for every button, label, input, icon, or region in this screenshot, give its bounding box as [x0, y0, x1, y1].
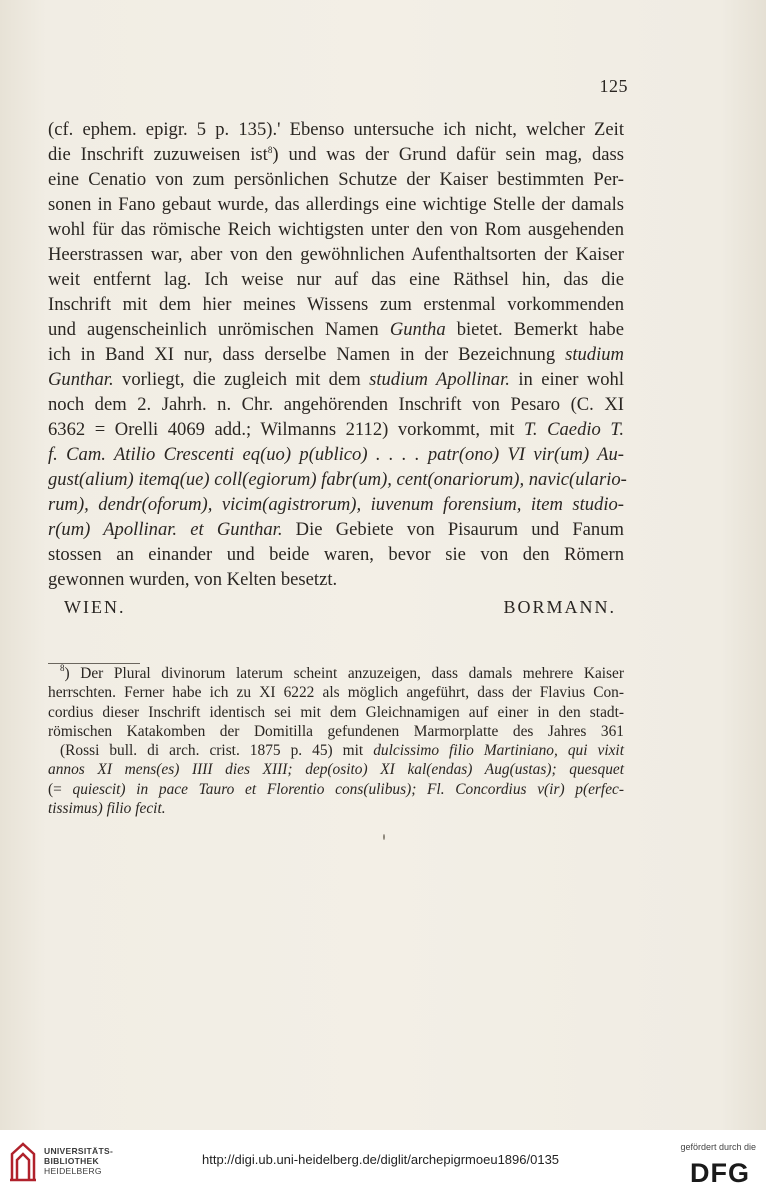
library-line-3: HEIDELBERG — [44, 1166, 102, 1176]
text-line: und augenscheinlich unrömischen Namen Guntha bietet. Bemerkt habe — [48, 319, 624, 340]
main-text-block — [48, 117, 627, 592]
page-number: 125 — [599, 76, 628, 96]
text-line: die Inschrift zuzuweisen ist$^8$) und was der Grund dafür sein mag, dass — [48, 144, 624, 165]
text-line: rum), dendr(oforum), vicim(agistrorum), iuvenum forensium, item studio- — [48, 494, 624, 515]
dfg-logo-text: DFG — [690, 1158, 750, 1186]
text-line: sonen in Fano gebaut wurde, das allerdings eine wichtige Stelle der damals — [48, 194, 624, 215]
text-line: eine Cenatio von zum persönlichen Schutze der Kaiser bestimmten Per- — [48, 169, 624, 190]
footnote-line: (= quiescit) in pace Tauro et Florentio cons(ulibus); Fl. Concordius v(ir) p(erfec- — [48, 780, 624, 798]
text-line: noch dem 2. Jahrh. n. Chr. angehörenden Inschrift von Pesaro (C. XI — [48, 394, 624, 415]
footnote-line: herrschten. Ferner habe ich zu XI 6222 als möglich angeführt, dass der Flavius Con- — [48, 684, 624, 702]
text-line: Inschrift mit dem hier meines Wissens zum erstenmal vorkommenden — [48, 294, 624, 315]
footnote-line: römischen Katakomben der Domitilla gefundenen Marmorplatte des Jahres 361 — [48, 722, 624, 740]
footnote-line: annos XI mens(es) IIII dies XIII; dep(osito) XI kal(endas) Aug(ustas); quesquet — [48, 761, 624, 779]
footnote-line: $^8$) Der Plural divinorum laterum scheint anzuzeigen, dass damals mehrere Kaiser — [60, 663, 624, 682]
text-line: gewonnen wurden, von Kelten besetzt. — [48, 569, 338, 590]
university-library-logo-icon — [8, 1140, 38, 1184]
scan-speck — [383, 834, 385, 840]
text-line: r(um) Apollinar. et Gunthar. Die Gebiete von Pisaurum und Fanum — [48, 519, 624, 540]
footnote-block — [48, 664, 624, 818]
footnote-line: (Rossi bull. di arch. crist. 1875 p. 45) mit dulcissimo filio Martiniano, qui vixit — [60, 742, 624, 760]
text-line: ich in Band XI nur, dass derselbe Namen in der Bezeichnung studium — [48, 344, 624, 365]
signature-line — [64, 597, 616, 618]
signature-place: WIEN. — [64, 597, 126, 617]
text-line: wohl für das römische Reich wichtigsten unter den von Rom ausgehenden — [48, 219, 624, 240]
text-line: weit entfernt lag. Ich weise nur auf das eine Räthsel hin, das die — [48, 269, 624, 290]
text-line: gust(alium) itemq(ue) coll(egiorum) fabr(um), cent(onariorum), navic(ulario- — [48, 469, 627, 490]
permalink-url[interactable]: http://digi.ub.uni-heidelberg.de/diglit/archepigrmoeu1896/0135 — [202, 1152, 560, 1167]
text-line: 6362 = Orelli 4069 add.; Wilmanns 2112) vorkommt, mit T. Caedio T. — [48, 419, 624, 440]
university-library-name — [44, 1146, 113, 1176]
dfg-logo-icon — [682, 1158, 758, 1186]
library-line-1: UNIVERSITÄTS- — [44, 1146, 114, 1156]
footnote-line: cordius dieser Inschrift identisch sei mit dem Gleichnamigen auf einer in den stadt- — [48, 703, 624, 721]
signature-author: BORMANN. — [503, 597, 616, 617]
text-line: f. Cam. Atilio Crescenti eq(uo) p(ublico) . . . . patr(ono) VI vir(um) Au- — [48, 444, 624, 465]
text-line: Gunthar. vorliegt, die zugleich mit dem studium Apollinar. in einer wohl — [48, 369, 624, 390]
footnote-line: tissimus) filio fecit. — [48, 800, 166, 818]
text-line: stossen an einander und beide waren, bevor sie von den Römern — [48, 544, 624, 565]
funder-label: gefördert durch die — [680, 1142, 756, 1152]
text-line: (cf. ephem. epigr. 5 p. 135).' Ebenso untersuche ich nicht, welcher Zeit — [48, 119, 624, 140]
text-line: Heerstrassen war, aber von den gewöhnlichen Aufenthaltsorten der Kaiser — [48, 244, 624, 265]
library-line-2: BIBLIOTHEK — [44, 1156, 99, 1166]
